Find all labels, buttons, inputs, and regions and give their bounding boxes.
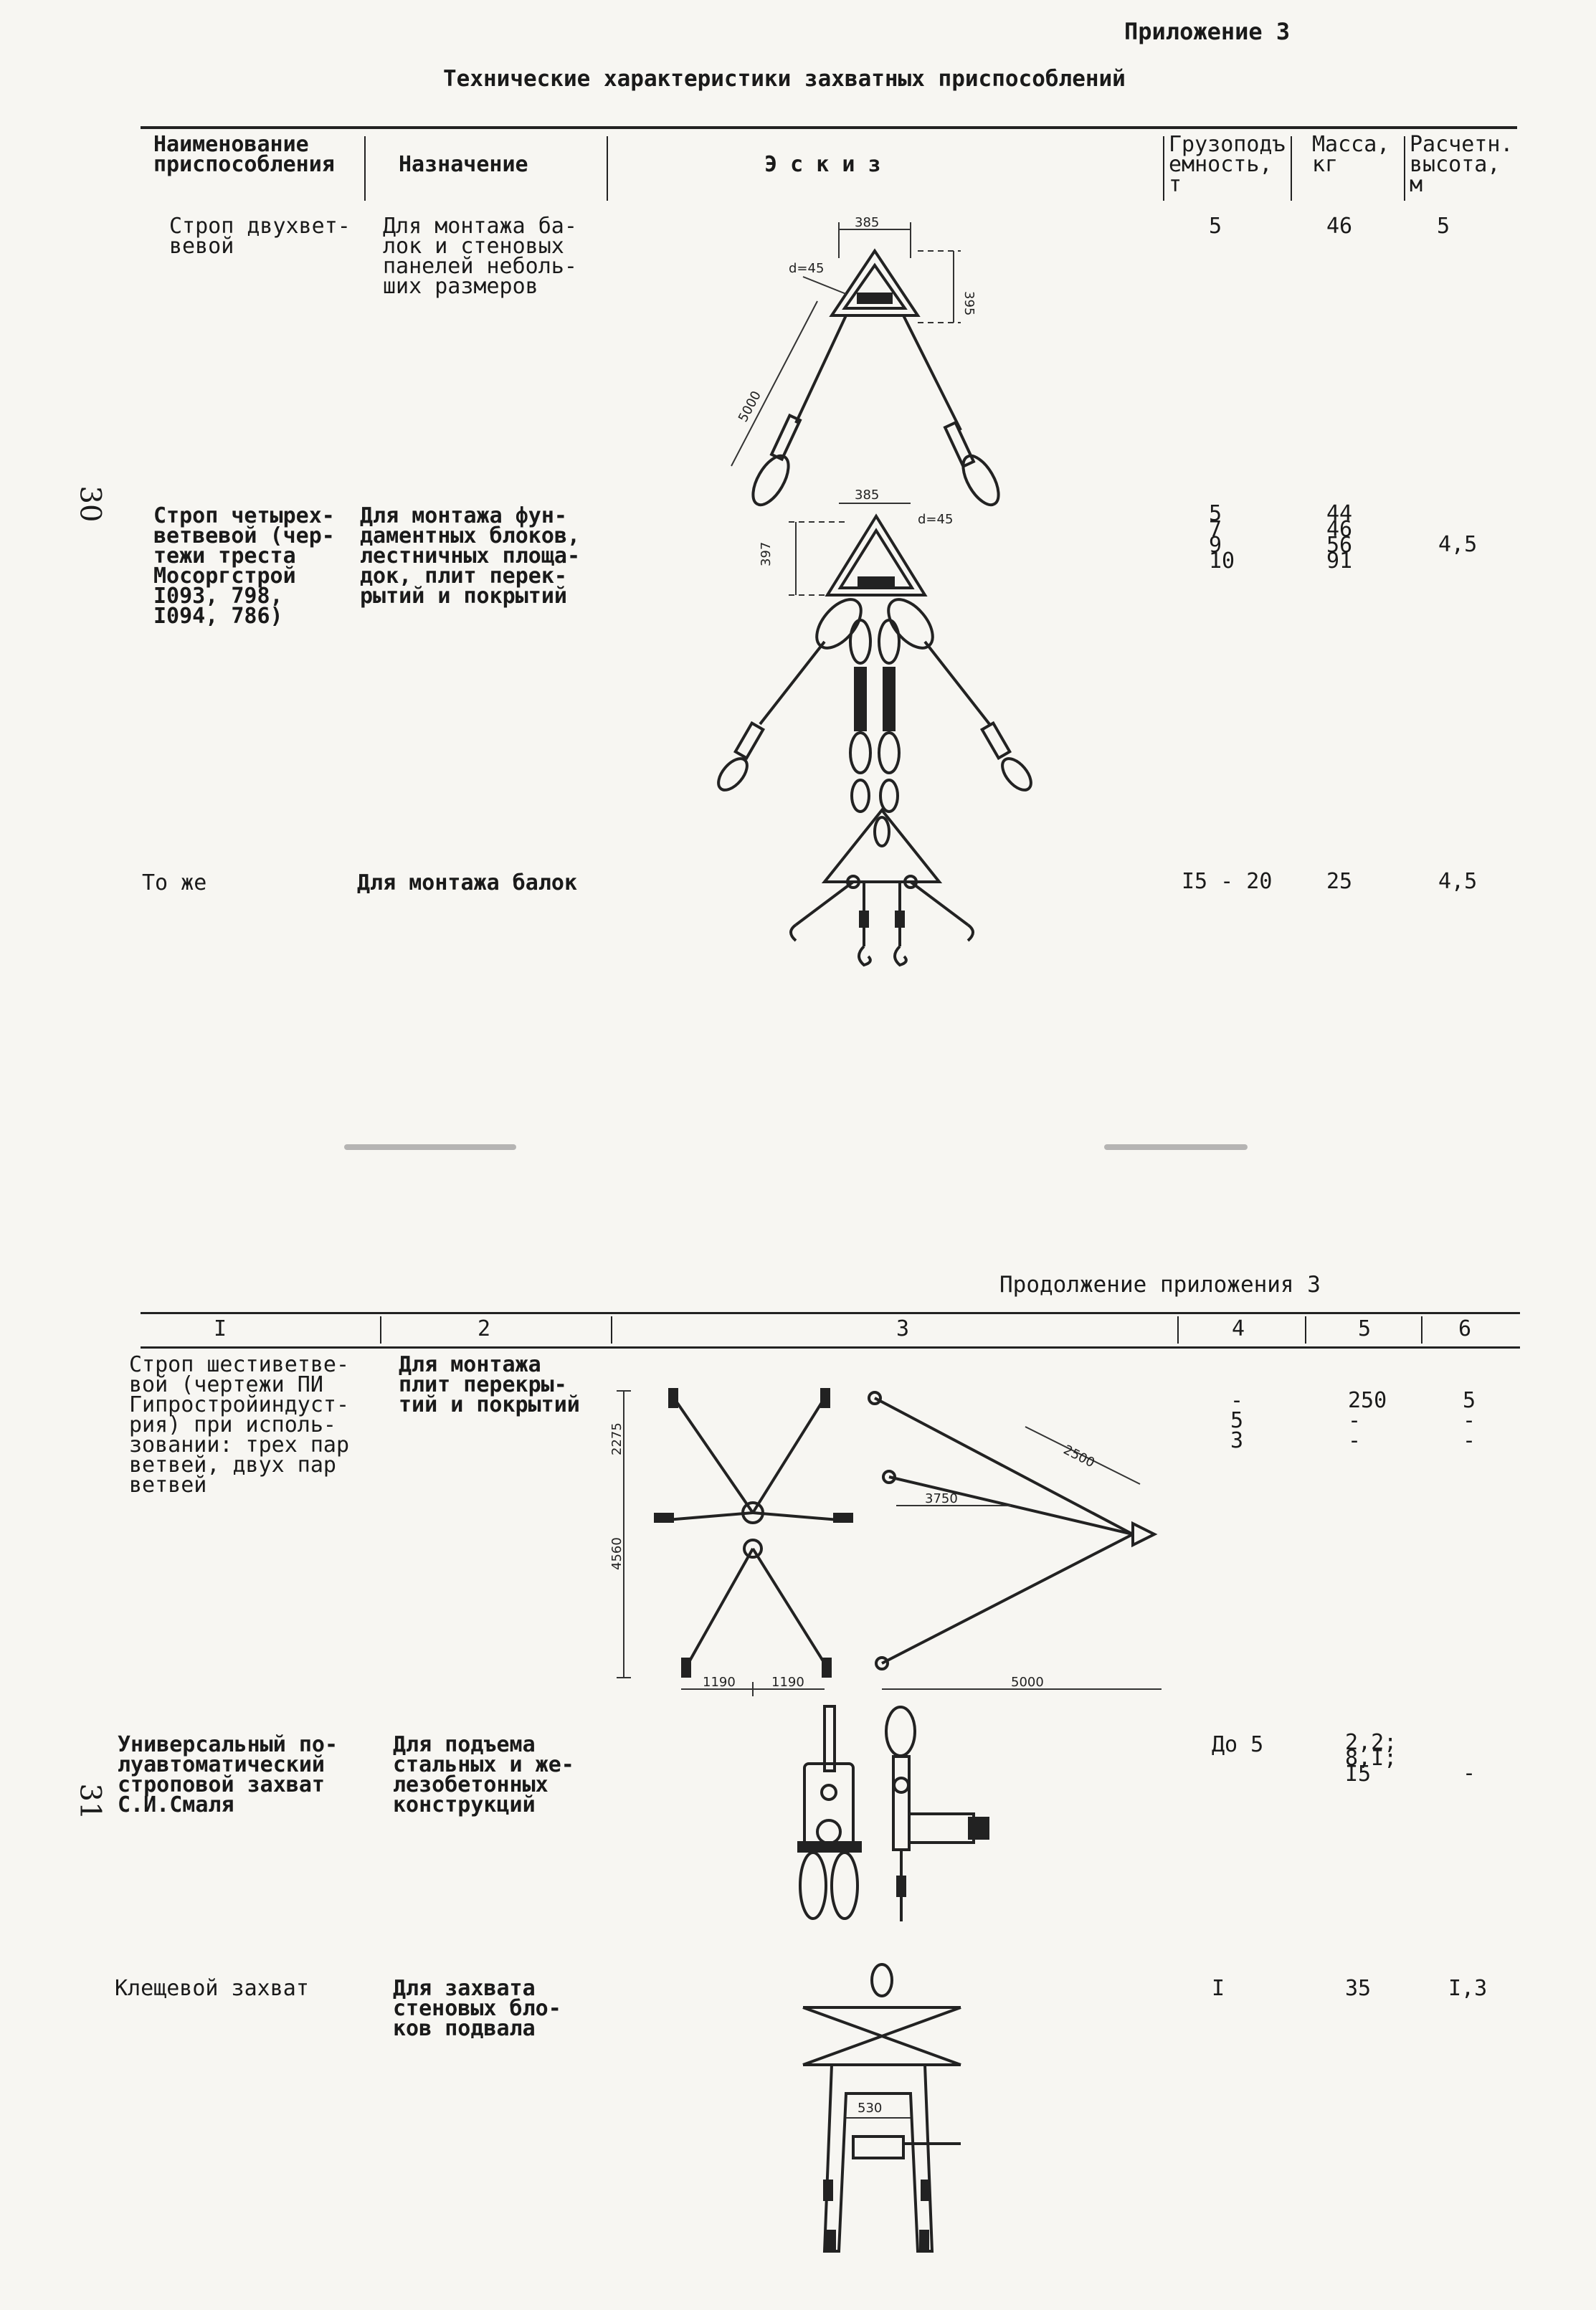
colnum-sep [1177, 1316, 1179, 1344]
row4-height: 5 - - [1463, 1388, 1476, 1453]
row2-mass: 44 46 56 91 [1326, 501, 1353, 574]
dim-385: 385 [855, 215, 880, 230]
row6-mass: 35 [1345, 1976, 1372, 2001]
row3-mass: 25 [1326, 869, 1353, 894]
row4-name: Строп шестиветве- вой (чертежи ПИ Гипростройиндуст- рия) при исполь- зовании: трех пар ветвей, двух пар ветвей [129, 1352, 350, 1498]
dim-d45b: d=45 [918, 512, 954, 527]
dim-395: 395 [961, 291, 977, 316]
row4-capacity: - 5 3 [1230, 1388, 1244, 1453]
row1-purpose: Для монтажа ба- лок и стеновых панелей неболь- ших размеров [383, 214, 577, 299]
row2-capacity: 5 7 9 10 [1209, 501, 1235, 574]
row5-purpose: Для подъема стальных и же- лезобетонных конструкций [393, 1732, 574, 1817]
sketch-beam-sling [774, 803, 989, 982]
colnum-sep [611, 1316, 612, 1344]
dim-1190b: 1190 [771, 1675, 804, 1690]
dim-5000b: 5000 [1011, 1675, 1044, 1690]
colnum-sep [1305, 1316, 1306, 1344]
header-sep [607, 136, 608, 201]
header-col4: Грузоподъ емность, т [1169, 132, 1286, 197]
dim-1190a: 1190 [703, 1675, 736, 1690]
sketch-pincer-grab [789, 1964, 1004, 2266]
row6-height: I,3 [1448, 1976, 1488, 2001]
row2-height: 4,5 [1438, 532, 1478, 557]
dim-530: 530 [858, 2101, 883, 2116]
colnum-1: I [214, 1316, 227, 1341]
appendix-label: Приложение 3 [1124, 18, 1291, 45]
table-top-rule [141, 126, 1517, 129]
page-title: Технические характеристики захватных приспособлений [443, 66, 1126, 92]
dim-2275: 2275 [609, 1422, 624, 1455]
colnum-sep [1421, 1316, 1422, 1344]
continuation-label: Продолжение приложения 3 [999, 1272, 1321, 1298]
row5-mass: 2,2; 8,I; I5 [1345, 1730, 1397, 1787]
row5-name: Универсальный по- луавтоматический строповой захват С.И.Смаля [118, 1732, 338, 1817]
header-sep [1163, 136, 1164, 201]
header-sep [1291, 136, 1292, 201]
dim-4560: 4560 [609, 1537, 624, 1570]
dim-385b: 385 [855, 488, 880, 503]
row3-capacity: I5 - 20 [1182, 869, 1273, 894]
scan-smudge [1104, 1144, 1248, 1150]
page-number-31: 31 [73, 1783, 107, 1820]
row1-capacity: 5 [1209, 214, 1222, 239]
header-col1: Наименование приспособления [153, 132, 335, 177]
colnum-3: 3 [896, 1316, 910, 1341]
row1-height: 5 [1437, 214, 1450, 239]
bottom-table-head-rule [141, 1346, 1520, 1349]
dim-2500: 2500 [1060, 1442, 1098, 1471]
row6-purpose: Для захвата стеновых бло- ков подвала [393, 1976, 561, 2041]
row4-purpose: Для монтажа плит перекры- тий и покрытий [399, 1352, 580, 1417]
dim-5000: 5000 [735, 389, 764, 425]
row6-name: Клещевой захват [115, 1976, 309, 2001]
row1-name: Строп двухвет- вевой [169, 214, 351, 259]
sketch-two-branch-sling [703, 208, 1018, 509]
colnum-4: 4 [1232, 1316, 1245, 1341]
row5-capacity: До 5 [1212, 1732, 1264, 1757]
page-number-30: 30 [73, 485, 107, 523]
row3-height: 4,5 [1438, 869, 1478, 894]
header-sep [364, 136, 366, 201]
sketch-four-branch-sling [717, 488, 1047, 817]
row4-mass: 250 - - [1348, 1388, 1387, 1453]
colnum-5: 5 [1358, 1316, 1372, 1341]
row1-mass: 46 [1326, 214, 1353, 239]
colnum-6: 6 [1458, 1316, 1472, 1341]
header-col6: Расчетн. высота, м [1410, 132, 1514, 197]
sketch-six-branch-sling [609, 1377, 1176, 1706]
header-col5: Масса, кг [1312, 132, 1390, 177]
colnum-2: 2 [478, 1316, 491, 1341]
row2-name: Строп четырех- ветвевой (чер- тежи треста Мосоргстрой I093, 798, I094, 786) [153, 503, 335, 629]
row6-capacity: I [1212, 1976, 1225, 2001]
header-col3: Э с к и з [764, 152, 881, 177]
dim-397: 397 [759, 541, 774, 566]
row2-purpose: Для монтажа фун- даментных блоков, лестничных площа- док, плит перек- рытий и покрытий [360, 503, 581, 609]
sketch-semiauto-grab [760, 1706, 1004, 1936]
colnum-sep [380, 1316, 381, 1344]
dim-d45: d=45 [789, 261, 825, 276]
row5-height: - [1463, 1761, 1476, 1786]
header-col2: Назначение [399, 152, 528, 177]
row3-name: То же [142, 870, 207, 895]
header-sep [1404, 136, 1405, 201]
bottom-table-top-rule [141, 1312, 1520, 1314]
dim-3750: 3750 [925, 1491, 958, 1506]
row3-purpose: Для монтажа балок [357, 870, 578, 895]
scan-smudge [344, 1144, 516, 1150]
